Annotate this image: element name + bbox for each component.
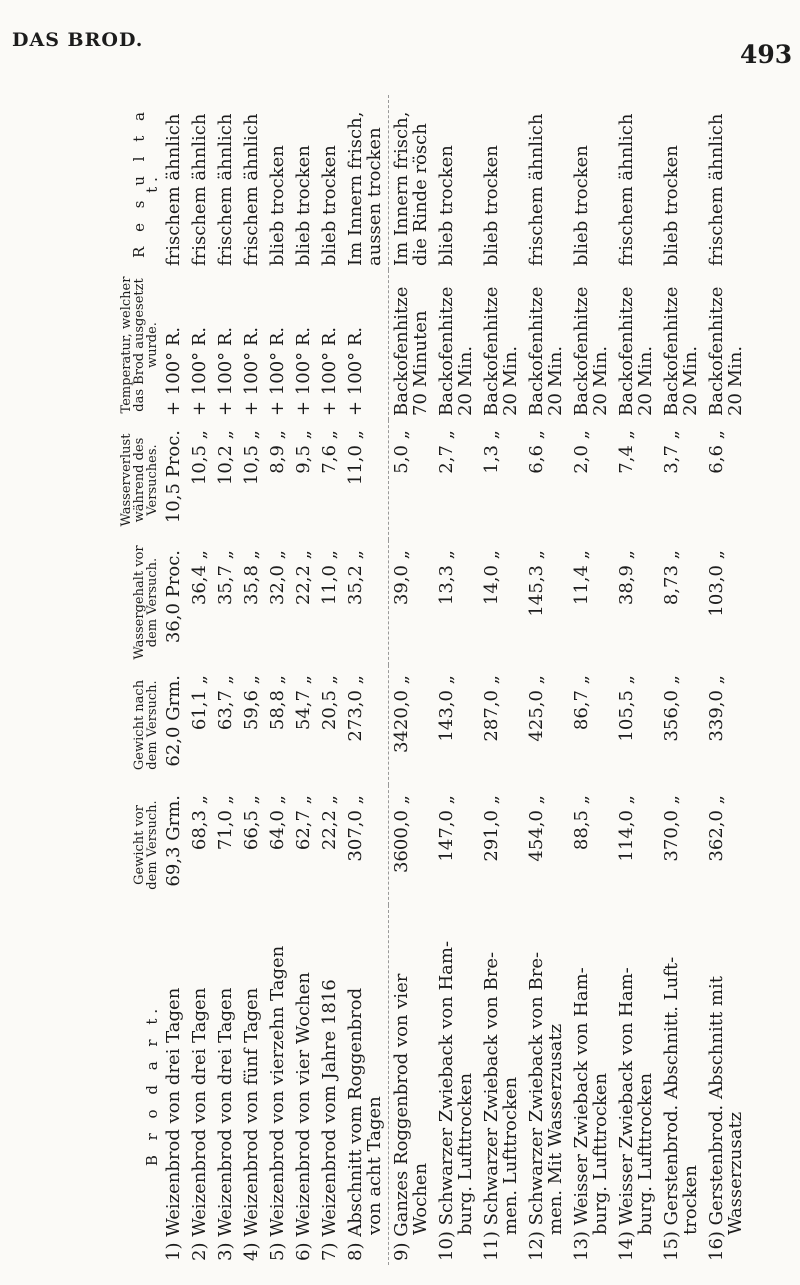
cell-brodart (389, 905, 435, 1265)
row-number: 6) (293, 1242, 314, 1261)
table-row (291, 95, 317, 1265)
bread-name: Abschnitt vom Roggenbrod (345, 987, 366, 1237)
bread-name-continued: Wasserzusatz (725, 1111, 746, 1235)
table-row (434, 95, 479, 1265)
bread-name: Gerstenbrod. Abschnitt mit (706, 976, 727, 1226)
cell-wasserverlust: 7,6 „ (319, 430, 340, 474)
cell-resultat: frischem ähnlich (616, 113, 637, 266)
cell-brodart (434, 905, 479, 1265)
cell-gewicht-nach: 54,7 „ (293, 675, 314, 731)
row-number: 2) (189, 1242, 210, 1261)
cell-temperatur: + 100° R. (215, 326, 236, 416)
cell-gewicht-vor: 454,0 „ (526, 795, 547, 862)
header-wasserverlust: Wasserverlust während des Versuches. (119, 433, 160, 527)
row-number: 5) (267, 1242, 288, 1261)
cell-resultat: blieb trocken (661, 145, 682, 266)
cell-gewicht-nach: 58,8 „ (267, 675, 288, 731)
cell-resultat: frischem ähnlich (163, 113, 184, 266)
cell-resultat: blieb trocken (319, 145, 340, 266)
cell-gewicht-vor: 3600,0 „ (389, 785, 435, 905)
table-row (343, 95, 389, 1265)
row-number: 15) (661, 1231, 682, 1261)
cell-gewicht-nach: 59,6 „ (241, 675, 262, 731)
cell-gewicht-vor: 114,0 „ (616, 795, 637, 862)
cell-brodart (161, 905, 187, 1265)
cell-wassergehalt: 38,9 „ (616, 550, 637, 606)
bread-name: Weizenbrod von vier Wochen (293, 972, 314, 1237)
table-row (239, 95, 265, 1265)
cell-wasserverlust: 6,6 „ (526, 430, 547, 474)
cell-wassergehalt: 13,3 „ (436, 550, 457, 606)
cell-gewicht-vor: 362,0 „ (706, 795, 727, 862)
cell-resultat: blieb trocken (571, 145, 592, 266)
bread-name-continued: Wochen (410, 1162, 431, 1235)
cell-brodart (659, 905, 704, 1265)
bread-name: Weizenbrod von fünf Tagen (241, 987, 262, 1237)
cell-wassergehalt: 11,4 „ (571, 550, 592, 606)
row-number: 14) (616, 1231, 637, 1261)
cell-brodart (524, 905, 569, 1265)
cell-temperatur: + 100° R. (345, 326, 366, 416)
header-wassergehalt: Wassergehalt vor dem Versuch. (132, 545, 160, 660)
header-row (105, 95, 161, 1265)
cell-brodart (187, 905, 213, 1265)
cell-brodart (213, 905, 239, 1265)
row-number: 8) (345, 1242, 366, 1261)
cell-gewicht-nach: 287,0 „ (481, 675, 502, 742)
bread-name-continued: burg. Lufttrocken (590, 1072, 611, 1235)
cell-temperatur: Backofenhitze 20 Min. (661, 286, 701, 416)
row-number: 4) (241, 1242, 262, 1261)
cell-temperatur: + 100° R. (163, 326, 184, 416)
row-number: 9) (391, 1242, 412, 1261)
cell-wassergehalt: 14,0 „ (481, 550, 502, 606)
cell-wassergehalt: 36,4 „ (189, 550, 210, 606)
cell-gewicht-nach: 425,0 „ (526, 675, 547, 742)
bread-name: Weizenbrod von vierzehn Tagen (267, 945, 288, 1237)
bread-name: Weisser Zwieback von Ham- (571, 967, 592, 1226)
bread-name: Schwarzer Zwieback von Bre- (526, 951, 547, 1226)
bread-name: Gerstenbrod. Abschnitt. Luft- (661, 956, 682, 1226)
cell-resultat: blieb trocken (481, 145, 502, 266)
cell-gewicht-nach: 86,7 „ (571, 675, 592, 731)
cell-resultat: blieb trocken (293, 145, 314, 266)
cell-temperatur: + 100° R. (293, 326, 314, 416)
cell-gewicht-vor: 62,7 „ (293, 795, 314, 851)
row-number: 3) (215, 1242, 236, 1261)
cell-wasserverlust: 8,9 „ (267, 430, 288, 474)
table-row (213, 95, 239, 1265)
cell-gewicht-vor: 147,0 „ (436, 795, 457, 862)
cell-wasserverlust: 2,0 „ (571, 430, 592, 474)
cell-wasserverlust: 10,5 „ (189, 430, 210, 486)
header-gewicht-vor: Gewicht vor dem Versuch. (132, 800, 160, 890)
table-row (614, 95, 659, 1265)
page-title: DAS BROD. (12, 29, 144, 51)
header-temperatur: Temperatur, welcher das Brod ausgesetzt wurde. (119, 276, 160, 414)
table-row (317, 95, 343, 1265)
cell-wasserverlust: 11,0 „ (345, 430, 366, 486)
table-body (161, 95, 749, 1265)
header-resultat: R e s u l t a t. (130, 107, 161, 258)
cell-brodart (239, 905, 265, 1265)
cell-gewicht-nach: 273,0 „ (345, 675, 366, 742)
cell-gewicht-vor: 69,3 Grm. (163, 795, 184, 887)
cell-wassergehalt: 35,7 „ (215, 550, 236, 606)
table-row (389, 95, 435, 1265)
row-number: 1) (163, 1242, 184, 1261)
cell-wassergehalt: 22,2 „ (293, 550, 314, 606)
bread-name-continued: burg. Lufttrocken (455, 1072, 476, 1235)
bread-table (105, 95, 749, 1265)
cell-wassergehalt: 35,8 „ (241, 550, 262, 606)
bread-name: Weizenbrod von drei Tagen (189, 987, 210, 1237)
cell-temperatur: + 100° R. (319, 326, 340, 416)
cell-gewicht-vor: 64,0 „ (267, 795, 288, 851)
cell-gewicht-nach: 105,5 „ (616, 675, 637, 742)
cell-wasserverlust: 7,4 „ (616, 430, 637, 474)
cell-resultat: frischem ähnlich (526, 113, 547, 266)
row-number: 13) (571, 1231, 592, 1261)
cell-wassergehalt: 32,0 „ (267, 550, 288, 606)
cell-resultat: blieb trocken (436, 145, 457, 266)
bread-name: Weizenbrod von drei Tagen (215, 987, 236, 1237)
row-number: 16) (706, 1231, 727, 1261)
cell-gewicht-nach: 61,1 „ (189, 675, 210, 731)
bread-name: Ganzes Roggenbrod von vier (391, 973, 412, 1237)
cell-wassergehalt: 39,0 „ (389, 540, 435, 665)
cell-wasserverlust: 9,5 „ (293, 430, 314, 474)
cell-brodart (479, 905, 524, 1265)
cell-wassergehalt: 145,3 „ (526, 550, 547, 617)
cell-gewicht-nach: 62,0 Grm. (163, 675, 184, 767)
bread-name-continued: men. Mit Wasserzusatz (545, 1023, 566, 1235)
table-row (569, 95, 614, 1265)
cell-gewicht-nach: 63,7 „ (215, 675, 236, 731)
cell-gewicht-nach: 339,0 „ (706, 675, 727, 742)
bread-name-continued: von acht Tagen (364, 1096, 385, 1235)
cell-resultat: Im Innern frisch, aussen trocken (345, 111, 385, 266)
bread-name: Schwarzer Zwieback von Bre- (481, 951, 502, 1226)
cell-gewicht-nach: 143,0 „ (436, 675, 457, 742)
bread-name-continued: men. Lufttrocken (500, 1076, 521, 1235)
cell-temperatur: + 100° R. (189, 326, 210, 416)
cell-brodart (343, 905, 389, 1265)
bread-name-continued: burg. Lufttrocken (635, 1072, 656, 1235)
cell-wasserverlust: 10,5 Proc. (163, 430, 184, 524)
bread-name: Weizenbrod vom Jahre 1816 (319, 979, 340, 1237)
cell-temperatur: Backofenhitze 20 Min. (436, 286, 476, 416)
row-number: 7) (319, 1242, 340, 1261)
cell-gewicht-vor: 370,0 „ (661, 795, 682, 862)
cell-brodart (265, 905, 291, 1265)
cell-resultat: frischem ähnlich (241, 113, 262, 266)
cell-temperatur: Backofenhitze 20 Min. (481, 286, 521, 416)
row-number: 11) (481, 1231, 502, 1261)
cell-gewicht-vor: 68,3 „ (189, 795, 210, 851)
cell-temperatur: + 100° R. (241, 326, 262, 416)
cell-gewicht-nach: 20,5 „ (319, 675, 340, 731)
cell-wassergehalt: 11,0 „ (319, 550, 340, 606)
cell-temperatur: Backofenhitze 20 Min. (571, 286, 611, 416)
cell-wasserverlust: 6,6 „ (706, 430, 727, 474)
cell-temperatur: Backofenhitze 20 Min. (706, 286, 746, 416)
cell-wassergehalt: 36,0 Proc. (163, 550, 184, 644)
cell-gewicht-nach: 3420,0 „ (389, 665, 435, 785)
table-row (659, 95, 704, 1265)
cell-wassergehalt: 103,0 „ (706, 550, 727, 617)
cell-wassergehalt: 35,2 „ (345, 550, 366, 606)
header-gewicht-nach: Gewicht nach dem Versuch. (132, 679, 160, 771)
row-number: 12) (526, 1231, 547, 1261)
row-number: 10) (436, 1231, 457, 1261)
cell-gewicht-vor: 291,0 „ (481, 795, 502, 862)
cell-brodart (569, 905, 614, 1265)
cell-temperatur: Backofenhitze 70 Minuten (389, 270, 435, 420)
page-number: 493 (740, 40, 793, 69)
cell-brodart (317, 905, 343, 1265)
cell-resultat: Im Innern frisch, die Rinde rösch (389, 95, 435, 270)
cell-wasserverlust: 10,2 „ (215, 430, 236, 486)
cell-wasserverlust: 5,0 „ (389, 420, 435, 540)
bread-name: Weizenbrod von drei Tagen (163, 987, 184, 1237)
cell-resultat: frischem ähnlich (215, 113, 236, 266)
table-row (187, 95, 213, 1265)
cell-resultat: frischem ähnlich (189, 113, 210, 266)
cell-temperatur: Backofenhitze 20 Min. (616, 286, 656, 416)
cell-brodart (614, 905, 659, 1265)
cell-wasserverlust: 1,3 „ (481, 430, 502, 474)
bread-name-continued: trocken (680, 1165, 701, 1235)
cell-wasserverlust: 2,7 „ (436, 430, 457, 474)
cell-wasserverlust: 10,5 „ (241, 430, 262, 486)
table-row (265, 95, 291, 1265)
table-row (524, 95, 569, 1265)
bread-name: Weisser Zwieback von Ham- (616, 967, 637, 1226)
cell-brodart (291, 905, 317, 1265)
cell-temperatur: Backofenhitze 20 Min. (526, 286, 566, 416)
cell-gewicht-vor: 307,0 „ (345, 795, 366, 862)
cell-resultat: frischem ähnlich (706, 113, 727, 266)
bread-name: Schwarzer Zwieback von Ham- (436, 940, 457, 1226)
cell-gewicht-vor: 22,2 „ (319, 795, 340, 851)
cell-wassergehalt: 8,73 „ (661, 550, 682, 606)
cell-gewicht-vor: 88,5 „ (571, 795, 592, 851)
cell-gewicht-nach: 356,0 „ (661, 675, 682, 742)
cell-resultat: blieb trocken (267, 145, 288, 266)
table-row (704, 95, 749, 1265)
table-row (161, 95, 187, 1265)
cell-wasserverlust: 3,7 „ (661, 430, 682, 474)
header-brodart: B r o d a r t. (143, 1003, 161, 1167)
cell-brodart (704, 905, 749, 1265)
cell-gewicht-vor: 71,0 „ (215, 795, 236, 851)
table-row (479, 95, 524, 1265)
cell-temperatur: + 100° R. (267, 326, 288, 416)
cell-gewicht-vor: 66,5 „ (241, 795, 262, 851)
